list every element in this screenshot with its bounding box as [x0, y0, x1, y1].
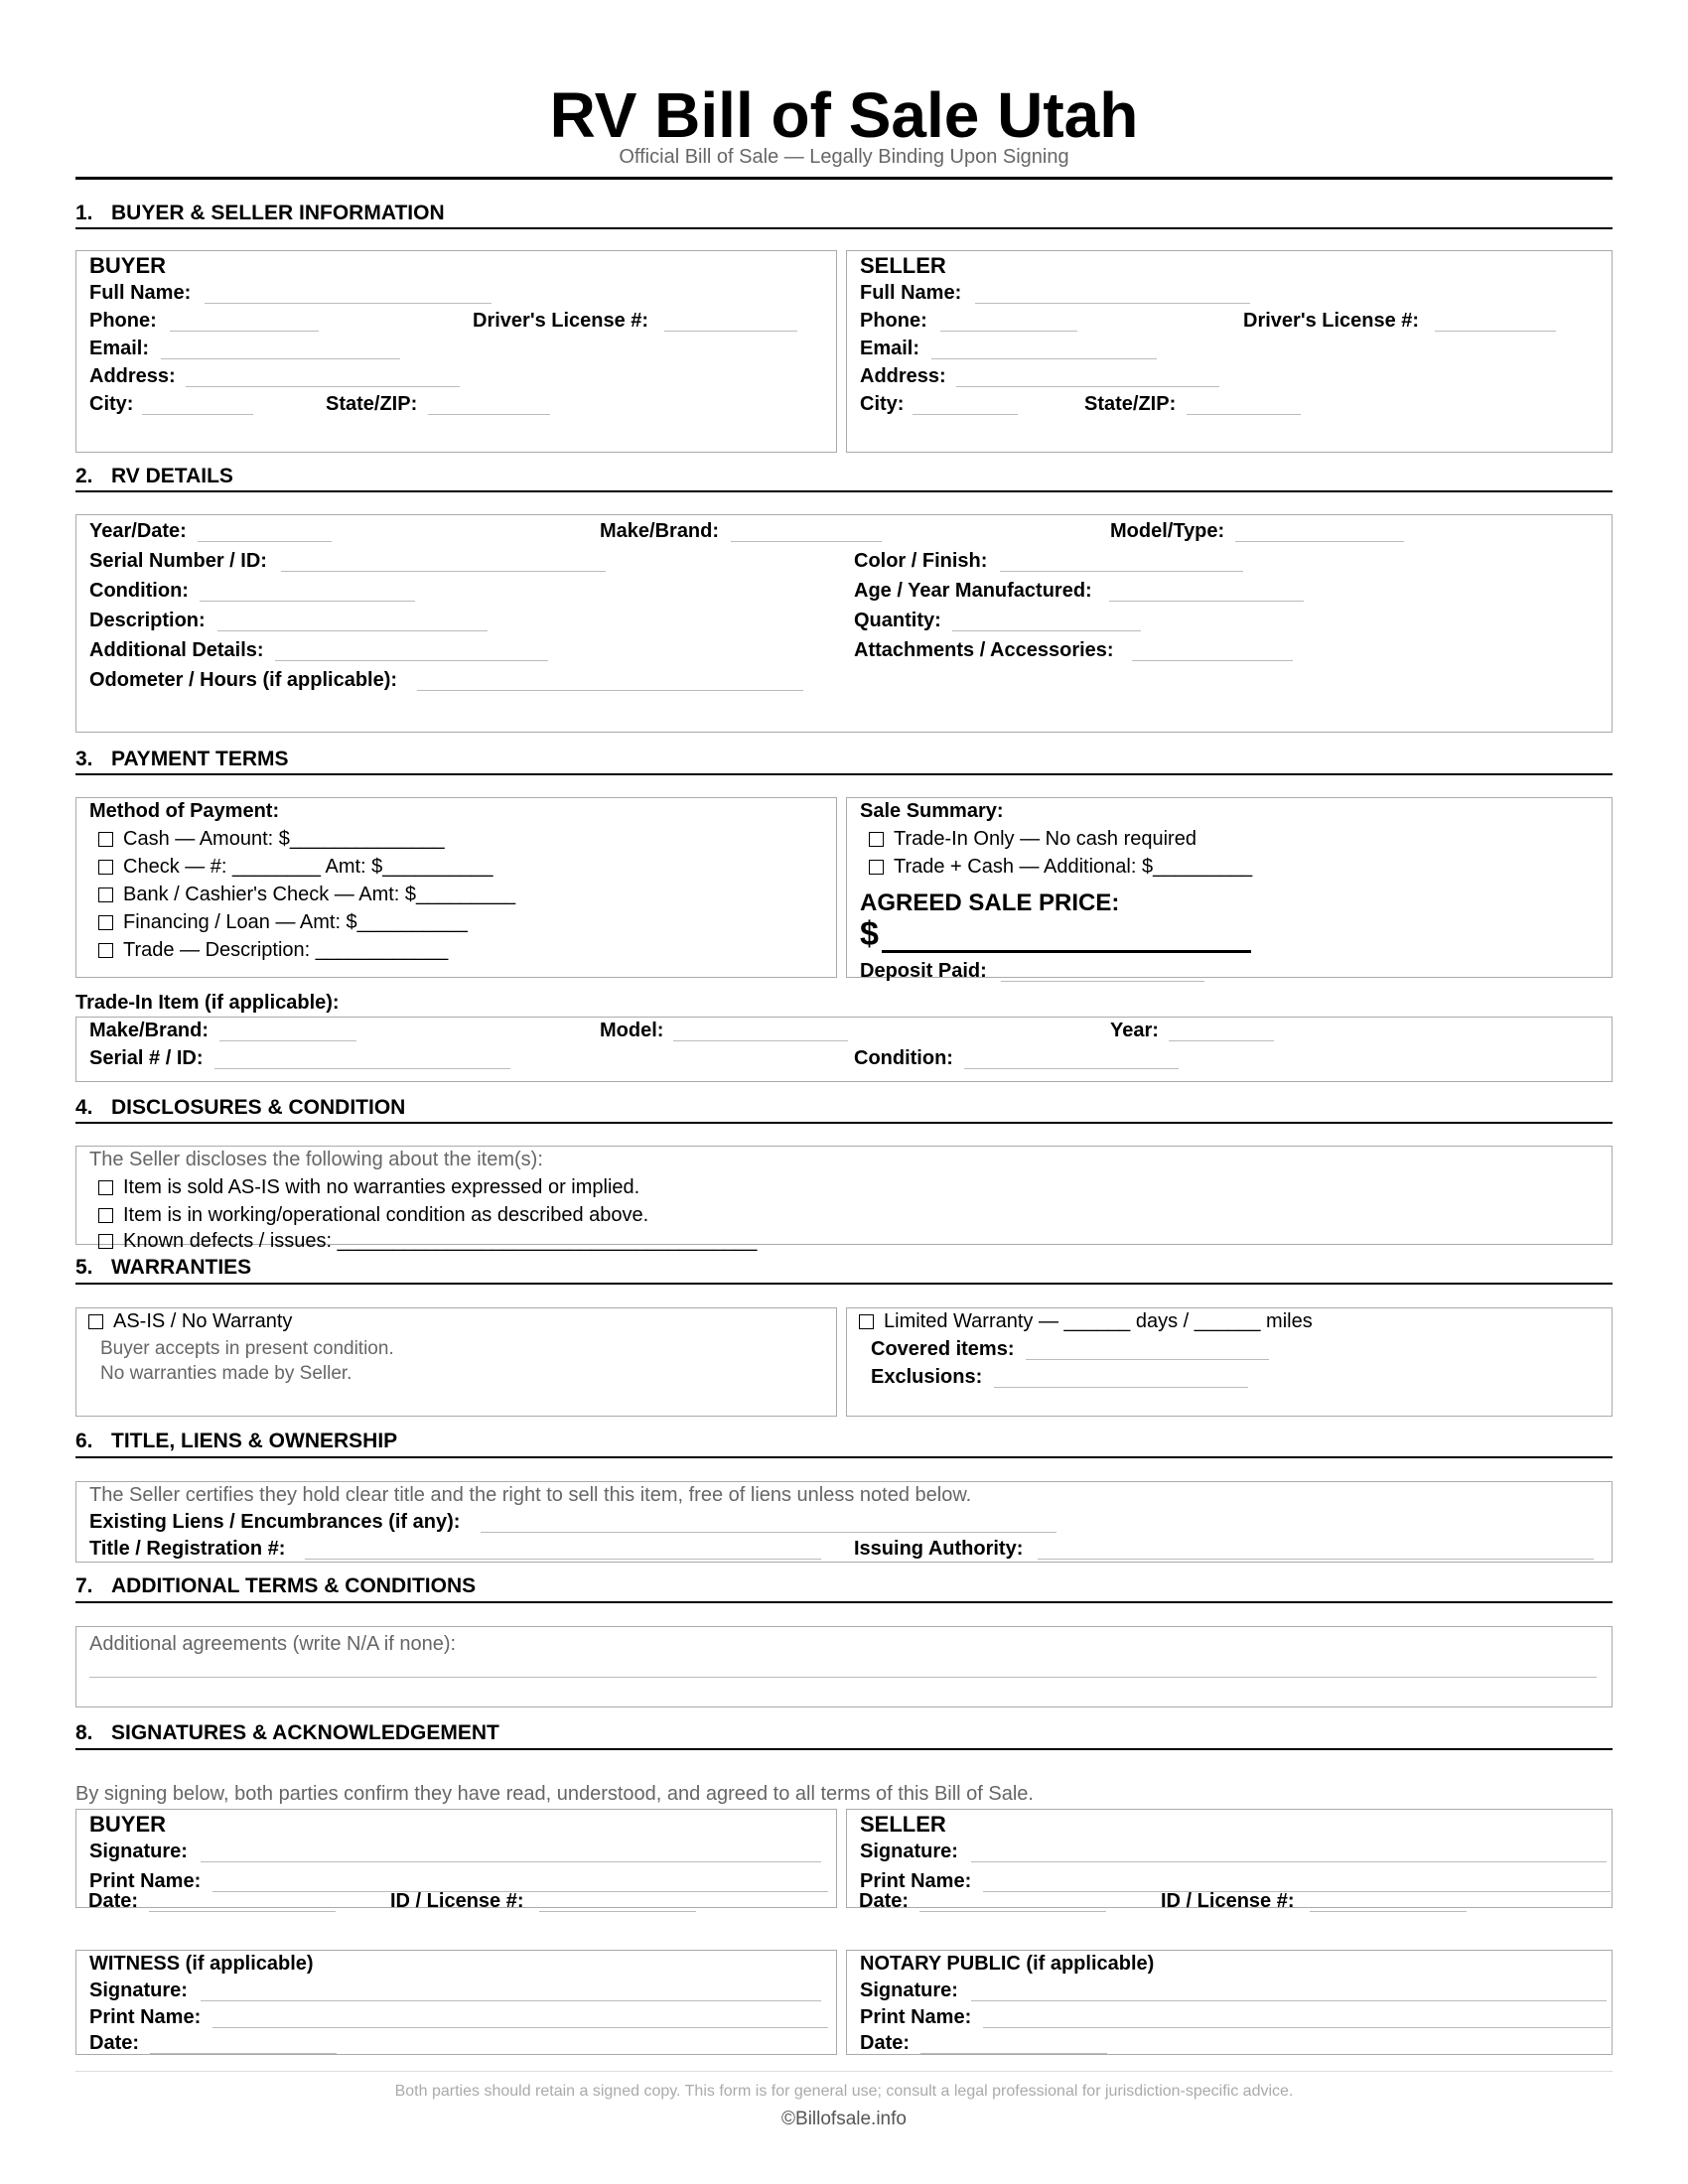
warranty-limited-option[interactable]: Limited Warranty — ______ days / ______ miles: [859, 1310, 1313, 1333]
make-field[interactable]: [731, 541, 882, 542]
attachments-field[interactable]: [1132, 660, 1293, 661]
checkbox[interactable]: [869, 860, 884, 875]
warranty-asis-option[interactable]: AS-IS / No Warranty: [88, 1310, 292, 1333]
warranty-asis-box: [75, 1307, 837, 1417]
seller-email-field[interactable]: [931, 358, 1157, 359]
notary-print-name-field[interactable]: [983, 2027, 1611, 2028]
seller-date-field[interactable]: [919, 1911, 1106, 1912]
checkbox[interactable]: [98, 1180, 113, 1195]
seller-phone-label: Phone:: [860, 310, 927, 332]
section-2-rule: [75, 490, 1613, 492]
witness-print-name-field[interactable]: [212, 2027, 828, 2028]
title-liens-box: [75, 1481, 1613, 1563]
attachments-label: Attachments / Accessories:: [854, 639, 1114, 661]
quantity-label: Quantity:: [854, 610, 941, 631]
notary-box: [846, 1950, 1613, 2055]
buyer-license-field[interactable]: [664, 331, 797, 332]
buyer-email-label: Email:: [89, 338, 150, 359]
seller-statezip-label: State/ZIP:: [1084, 393, 1177, 415]
seller-print-name-label: Print Name:: [860, 1870, 972, 1892]
agreed-sale-price-label: AGREED SALE PRICE:: [860, 889, 1120, 916]
buyer-statezip-field[interactable]: [428, 414, 550, 415]
description-field[interactable]: [217, 630, 488, 631]
seller-print-name-field[interactable]: [983, 1891, 1611, 1892]
section-7-heading: 7. ADDITIONAL TERMS & CONDITIONS: [75, 1574, 477, 1597]
seller-address-field[interactable]: [956, 386, 1219, 387]
section-5-heading: 5. WARRANTIES: [75, 1256, 252, 1279]
seller-signature-field[interactable]: [971, 1861, 1607, 1862]
section-1-rule: [75, 227, 1613, 229]
witness-signature-label: Signature:: [89, 1979, 188, 2001]
buyer-license-label: Driver's License #:: [473, 310, 649, 332]
section-8-rule: [75, 1748, 1613, 1750]
footer-divider: [75, 2071, 1613, 2072]
trade-in-condition-label: Condition:: [854, 1047, 953, 1069]
sale-summary-box: [846, 797, 1613, 982]
trade-only-option[interactable]: Trade-In Only — No cash required: [869, 828, 1196, 851]
section-7-rule: [75, 1601, 1613, 1603]
buyer-signature-label: Signature:: [89, 1841, 188, 1862]
buyer-city-label: City:: [89, 393, 134, 415]
checkbox[interactable]: [88, 1314, 103, 1329]
rv-details-box: [75, 514, 1613, 733]
additional-terms-box: [75, 1626, 1613, 1707]
model-field[interactable]: [1235, 541, 1404, 542]
payment-check-option[interactable]: Check — #: ________ Amt: $__________: [98, 856, 493, 879]
buyer-full-name-label: Full Name:: [89, 282, 192, 304]
warranty-limited-box: [846, 1307, 1613, 1417]
make-label: Make/Brand:: [600, 520, 720, 542]
year-field[interactable]: [198, 541, 332, 542]
witness-signature-field[interactable]: [201, 2000, 821, 2001]
trade-in-condition-field[interactable]: [964, 1068, 1179, 1069]
header-divider: [75, 177, 1613, 180]
warranty-none-text: No warranties made by Seller.: [100, 1363, 352, 1384]
liens-field[interactable]: [481, 1532, 1056, 1533]
seller-signature-label: Signature:: [860, 1841, 958, 1862]
trade-in-serial-label: Serial # / ID:: [89, 1047, 204, 1069]
checkbox[interactable]: [98, 887, 113, 902]
buyer-full-name-field[interactable]: [205, 303, 492, 304]
witness-box: [75, 1950, 837, 2055]
notary-date-label: Date:: [860, 2032, 911, 2054]
trade-in-make-field[interactable]: [219, 1040, 356, 1041]
covered-items-label: Covered items:: [871, 1338, 1015, 1360]
disclosure-asis-option[interactable]: Item is sold AS-IS with no warranties expressed or implied.: [98, 1176, 639, 1199]
section-3-heading: 3. PAYMENT TERMS: [75, 748, 289, 770]
section-2-heading: 2. RV DETAILS: [75, 465, 233, 487]
seller-email-label: Email:: [860, 338, 920, 359]
buyer-date-label: Date:: [88, 1890, 139, 1912]
footer-note: Both parties should retain a signed copy. This form is for general use; consult a legal professional for jurisdiction-specific advice.: [394, 2083, 1294, 2100]
buyer-info-box: [75, 250, 837, 453]
payment-cash-option[interactable]: Cash — Amount: $______________: [98, 828, 445, 851]
trade-in-heading: Trade-In Item (if applicable):: [75, 992, 340, 1014]
buyer-id-label: ID / License #:: [390, 1890, 524, 1912]
additional-details-label: Additional Details:: [89, 639, 264, 661]
buyer-signature-heading: BUYER: [89, 1812, 167, 1837]
copyright: ©Billofsale.info: [781, 2109, 907, 2129]
title-certify-text: The Seller certifies they hold clear title and the right to sell this item, free of liens unless noted below.: [89, 1484, 972, 1506]
checkbox[interactable]: [98, 832, 113, 847]
seller-license-label: Driver's License #:: [1243, 310, 1420, 332]
notary-print-name-label: Print Name:: [860, 2006, 972, 2028]
description-label: Description:: [89, 610, 206, 631]
additional-agreements-field[interactable]: [89, 1677, 1597, 1678]
deposit-paid-label: Deposit Paid:: [860, 960, 987, 982]
trade-in-model-label: Model:: [600, 1020, 664, 1041]
checkbox[interactable]: [98, 1208, 113, 1223]
section-6-rule: [75, 1456, 1613, 1458]
condition-field[interactable]: [200, 601, 415, 602]
issuing-authority-field[interactable]: [1038, 1559, 1594, 1560]
trade-in-make-label: Make/Brand:: [89, 1020, 210, 1041]
buyer-email-field[interactable]: [161, 358, 400, 359]
checkbox[interactable]: [98, 860, 113, 875]
additional-agreements-label: Additional agreements (write N/A if none):: [89, 1633, 457, 1655]
seller-info-box: [846, 250, 1613, 453]
payment-financing-option[interactable]: Financing / Loan — Amt: $__________: [98, 911, 468, 934]
seller-license-field[interactable]: [1435, 331, 1556, 332]
seller-id-label: ID / License #:: [1161, 1890, 1295, 1912]
disclosures-intro: The Seller discloses the following about the item(s):: [89, 1149, 543, 1170]
section-6-heading: 6. TITLE, LIENS & OWNERSHIP: [75, 1430, 398, 1452]
dollar-sign: $: [860, 915, 879, 953]
section-4-heading: 4. DISCLOSURES & CONDITION: [75, 1096, 406, 1119]
seller-statezip-field[interactable]: [1187, 414, 1301, 415]
sale-summary-label: Sale Summary:: [860, 800, 1004, 822]
buyer-city-field[interactable]: [142, 414, 253, 415]
page-title: RV Bill of Sale Utah: [549, 79, 1139, 151]
section-8-heading: 8. SIGNATURES & ACKNOWLEDGEMENT: [75, 1721, 499, 1744]
covered-items-field[interactable]: [1026, 1359, 1269, 1360]
seller-full-name-label: Full Name:: [860, 282, 962, 304]
notary-signature-label: Signature:: [860, 1979, 958, 2001]
issuing-authority-label: Issuing Authority:: [854, 1538, 1024, 1560]
trade-in-year-label: Year:: [1110, 1020, 1159, 1041]
page-subtitle: Official Bill of Sale — Legally Binding Upon Signing: [619, 146, 1069, 168]
signatures-confirmation: By signing below, both parties confirm they have read, understood, and agreed to all terms of this Bill of Sale.: [75, 1783, 1034, 1805]
serial-label: Serial Number / ID:: [89, 550, 267, 572]
buyer-phone-field[interactable]: [170, 331, 319, 332]
trade-in-model-field[interactable]: [673, 1040, 848, 1041]
seller-heading: SELLER: [860, 253, 946, 278]
exclusions-label: Exclusions:: [871, 1366, 983, 1388]
section-4-rule: [75, 1122, 1613, 1124]
notary-signature-field[interactable]: [971, 2000, 1607, 2001]
disclosures-box: [75, 1146, 1613, 1252]
odometer-field[interactable]: [417, 690, 803, 691]
section-1-heading: 1. BUYER & SELLER INFORMATION: [75, 202, 445, 224]
buyer-print-name-label: Print Name:: [89, 1870, 202, 1892]
seller-address-label: Address:: [860, 365, 946, 387]
odometer-label: Odometer / Hours (if applicable):: [89, 669, 398, 691]
buyer-date-field[interactable]: [149, 1911, 336, 1912]
buyer-address-field[interactable]: [186, 386, 460, 387]
liens-label: Existing Liens / Encumbrances (if any):: [89, 1511, 461, 1533]
buyer-heading: BUYER: [89, 253, 167, 278]
payment-method-box: [75, 797, 837, 978]
warranty-accepts-text: Buyer accepts in present condition.: [100, 1338, 394, 1359]
age-label: Age / Year Manufactured:: [854, 580, 1092, 602]
condition-label: Condition:: [89, 580, 189, 602]
trade-cash-option[interactable]: Trade + Cash — Additional: $_________: [869, 856, 1252, 879]
seller-phone-field[interactable]: [940, 331, 1077, 332]
buyer-statezip-label: State/ZIP:: [326, 393, 418, 415]
buyer-signature-field[interactable]: [201, 1861, 821, 1862]
payment-bank-option[interactable]: Bank / Cashier's Check — Amt: $_________: [98, 884, 515, 906]
seller-date-label: Date:: [859, 1890, 910, 1912]
disclosure-working-option[interactable]: Item is in working/operational condition as described above.: [98, 1204, 648, 1227]
witness-date-field[interactable]: [150, 2053, 337, 2054]
deposit-paid-field[interactable]: [1001, 981, 1204, 982]
year-label: Year/Date:: [89, 520, 187, 542]
title-registration-label: Title / Registration #:: [89, 1538, 286, 1560]
seller-city-field[interactable]: [913, 414, 1018, 415]
color-label: Color / Finish:: [854, 550, 988, 572]
checkbox[interactable]: [98, 943, 113, 958]
trade-in-box: [75, 1017, 1613, 1082]
checkbox[interactable]: [859, 1314, 874, 1329]
checkbox[interactable]: [98, 1234, 113, 1249]
payment-method-label: Method of Payment:: [89, 800, 280, 822]
payment-trade-option[interactable]: Trade — Description: ____________: [98, 939, 448, 962]
quantity-field[interactable]: [952, 630, 1141, 631]
section-5-rule: [75, 1283, 1613, 1285]
exclusions-field[interactable]: [994, 1387, 1248, 1388]
trade-in-serial-field[interactable]: [214, 1068, 510, 1069]
title-registration-field[interactable]: [305, 1559, 821, 1560]
witness-date-label: Date:: [89, 2032, 140, 2054]
serial-field[interactable]: [281, 571, 606, 572]
notary-heading: NOTARY PUBLIC (if applicable): [860, 1953, 1155, 1975]
checkbox[interactable]: [869, 832, 884, 847]
witness-heading: WITNESS (if applicable): [89, 1953, 314, 1975]
seller-full-name-field[interactable]: [975, 303, 1250, 304]
seller-signature-heading: SELLER: [860, 1812, 946, 1837]
witness-print-name-label: Print Name:: [89, 2006, 202, 2028]
trade-in-year-field[interactable]: [1169, 1040, 1274, 1041]
color-field[interactable]: [1000, 571, 1243, 572]
buyer-address-label: Address:: [89, 365, 176, 387]
additional-details-field[interactable]: [275, 660, 548, 661]
seller-id-field[interactable]: [1310, 1911, 1467, 1912]
buyer-id-field[interactable]: [539, 1911, 696, 1912]
buyer-phone-label: Phone:: [89, 310, 157, 332]
disclosure-defects-option[interactable]: Known defects / issues: ______________________________________: [98, 1230, 757, 1253]
model-label: Model/Type:: [1110, 520, 1225, 542]
seller-city-label: City:: [860, 393, 905, 415]
notary-date-field[interactable]: [920, 2053, 1107, 2054]
agreed-sale-price-field[interactable]: [882, 950, 1251, 953]
age-field[interactable]: [1109, 601, 1304, 602]
checkbox[interactable]: [98, 915, 113, 930]
section-3-rule: [75, 773, 1613, 775]
